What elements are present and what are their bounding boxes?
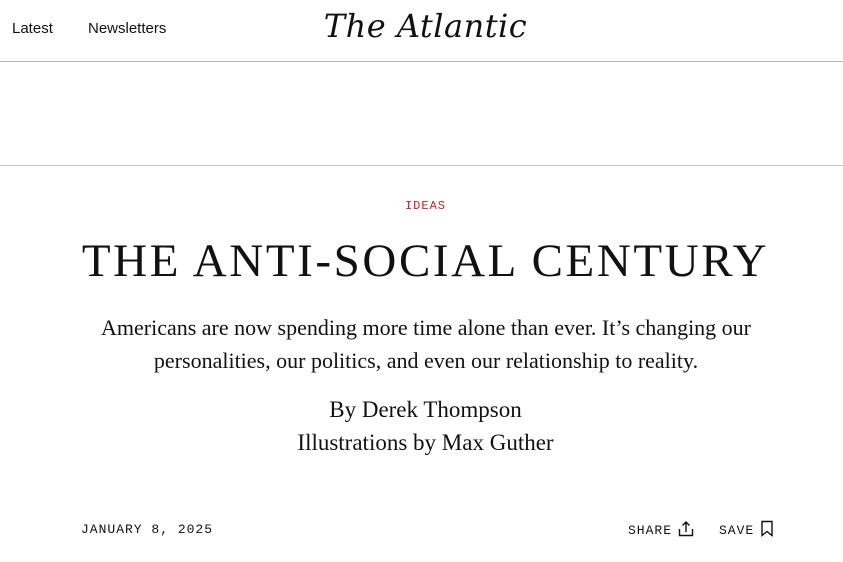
article-dek: Americans are now spending more time alone than ever. It’s changing our personalities, our politics, and even our relationship to reality. <box>100 315 752 373</box>
share-button[interactable] <box>628 520 694 541</box>
site-logo[interactable]: The Atlantic <box>323 7 528 45</box>
top-navigation <box>0 0 843 62</box>
section-label[interactable]: IDEAS <box>404 199 446 213</box>
illustrator-name: Max Guther <box>441 430 554 455</box>
publish-date: JANUARY 8, 2025 <box>81 522 214 537</box>
byline-prefix: By <box>329 397 357 422</box>
illustration-credit-prefix: Illustrations by <box>297 430 437 455</box>
illustration-credit <box>0 430 843 456</box>
ad-slot <box>0 63 843 166</box>
share-label: SHARE <box>628 523 673 538</box>
nav-latest-link[interactable]: Latest <box>12 20 53 37</box>
byline <box>0 397 843 423</box>
save-label: SAVE <box>719 523 755 538</box>
bookmark-icon <box>760 520 774 541</box>
nav-newsletters-link[interactable]: Newsletters <box>88 20 167 37</box>
save-button[interactable] <box>719 520 774 541</box>
share-icon <box>678 520 694 541</box>
article-headline: THE ANTI-SOCIAL CENTURY <box>81 235 770 287</box>
author-link[interactable]: Derek Thompson <box>361 397 522 422</box>
